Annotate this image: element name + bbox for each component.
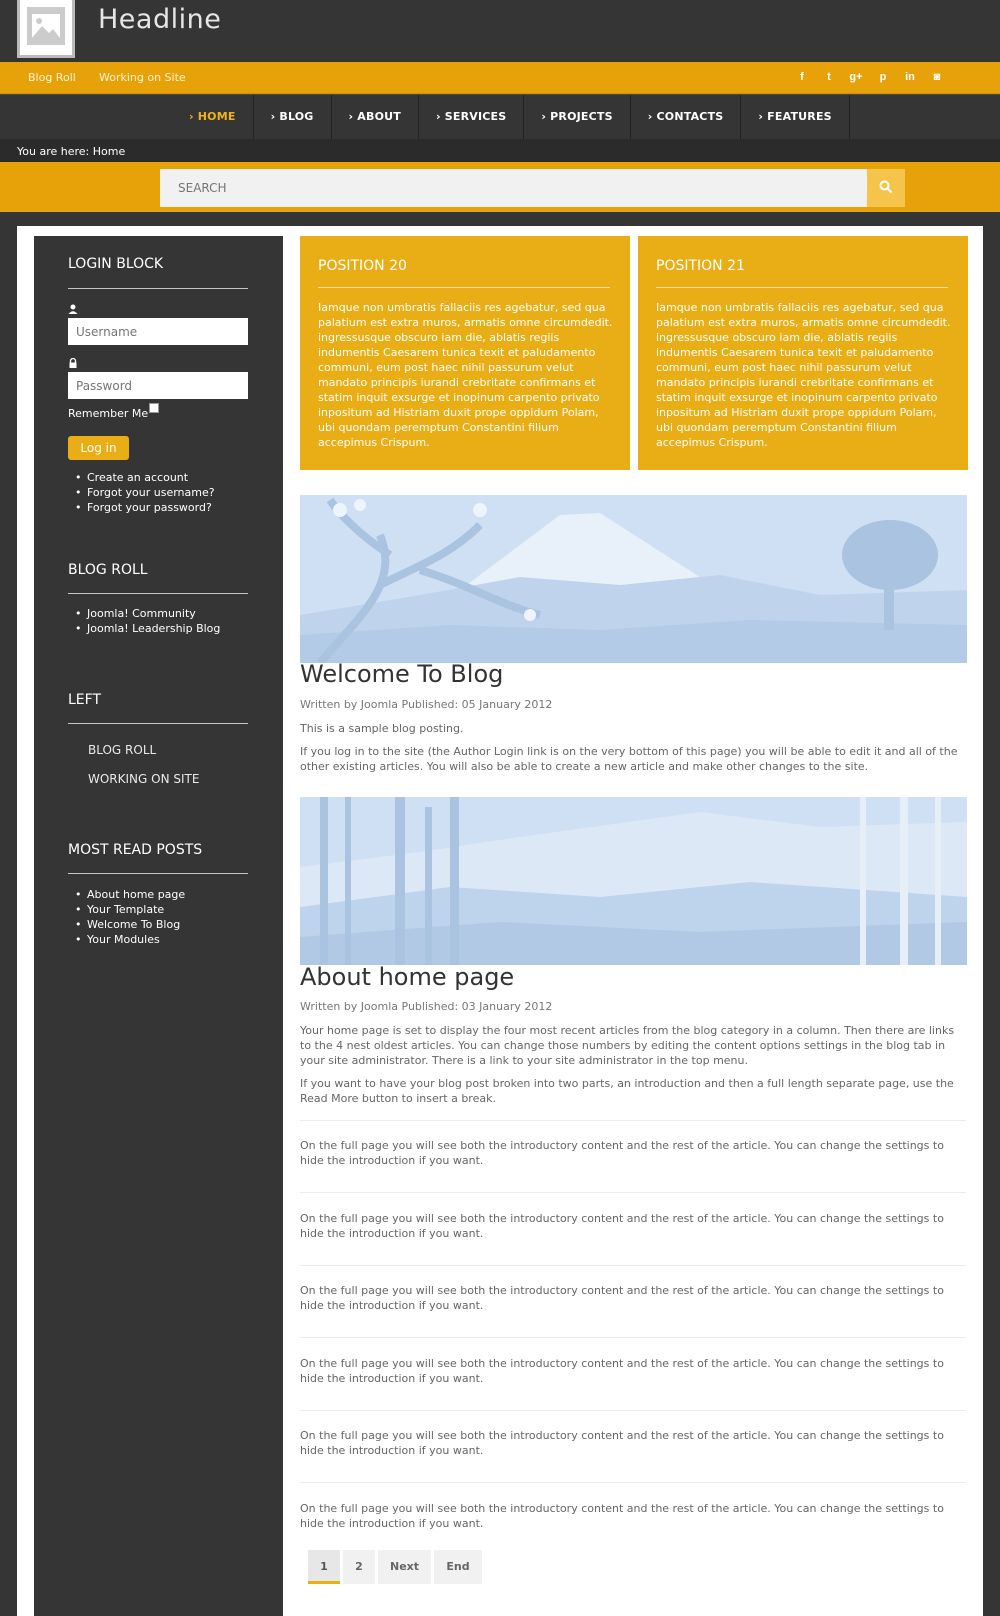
- list-item[interactable]: • Your Template: [68, 902, 185, 917]
- linkedin-icon[interactable]: in: [905, 71, 915, 83]
- password-field[interactable]: [68, 372, 248, 399]
- nav-item-about[interactable]: › ABOUT: [332, 95, 419, 140]
- divider: [300, 1337, 966, 1338]
- image-placeholder-icon: [26, 6, 66, 46]
- remember-me-label: Remember Me: [68, 407, 149, 420]
- left-menu-item-blog-roll[interactable]: BLOG ROLL: [88, 743, 157, 757]
- divider: [300, 1482, 966, 1483]
- intro-item: On the full page you will see both the introductory content and the rest of the article. You can change the settings to hide the introduction if you want.: [300, 1429, 944, 1457]
- nav-item-contacts[interactable]: › CONTACTS: [631, 95, 742, 140]
- nav-item-home[interactable]: › HOME: [172, 95, 254, 140]
- login-button[interactable]: Log in: [68, 436, 129, 460]
- login-links: [68, 470, 215, 515]
- pagination-page-1[interactable]: 1: [308, 1550, 340, 1584]
- search-button[interactable]: [867, 169, 905, 207]
- site-headline[interactable]: Headline: [98, 4, 222, 35]
- search-icon: [879, 180, 893, 194]
- search-input[interactable]: [160, 169, 867, 207]
- breadcrumb-current[interactable]: Home: [92, 145, 126, 158]
- intro-item: On the full page you will see both the introductory content and the rest of the article. You can change the settings to hide the introduction if you want.: [300, 1502, 944, 1530]
- nav-item-services[interactable]: › SERVICES: [419, 95, 524, 140]
- logo[interactable]: [17, 0, 75, 58]
- divider: [68, 873, 248, 874]
- top-bar: [0, 62, 1000, 94]
- list-item[interactable]: • Joomla! Leadership Blog: [68, 621, 220, 636]
- blog-roll-list: [68, 606, 220, 636]
- login-block-title: LOGIN BLOCK: [68, 256, 164, 272]
- sidebar: [34, 236, 283, 1616]
- pagination-end[interactable]: End: [434, 1550, 482, 1584]
- breadcrumb-prefix: You are here:: [17, 145, 90, 158]
- site-header: [0, 0, 1000, 62]
- list-item[interactable]: • About home page: [68, 887, 185, 902]
- divider: [656, 287, 948, 288]
- article-paragraph: Your home page is set to display the four most recent articles from the blog category in a column. Then there are links to the 4 nest oldest articles. You can change those numbers by editing the content options settings in the blog tab in your site administrator. There is a link to your site administrator in the top menu.: [300, 1024, 955, 1067]
- most-read-list: [68, 887, 185, 947]
- most-read-title: MOST READ POSTS: [68, 842, 203, 858]
- article-title[interactable]: Welcome To Blog: [300, 660, 504, 688]
- divider: [300, 1192, 966, 1193]
- pagination-next[interactable]: Next: [378, 1550, 431, 1584]
- pinterest-icon[interactable]: p: [879, 71, 887, 83]
- remember-me-checkbox[interactable]: [149, 403, 159, 413]
- left-menu-item-working-on-site[interactable]: WORKING ON SITE: [88, 772, 200, 786]
- twitter-icon[interactable]: t: [827, 71, 831, 83]
- list-item[interactable]: • Forgot your username?: [68, 485, 215, 500]
- top-link-working-on-site[interactable]: Working on Site: [99, 71, 186, 84]
- google-plus-icon[interactable]: g+: [849, 71, 863, 83]
- intro-item: On the full page you will see both the introductory content and the rest of the article. You can change the settings to hide the introduction if you want.: [300, 1139, 944, 1167]
- divider: [68, 288, 248, 289]
- pagination-page-2[interactable]: 2: [343, 1550, 375, 1584]
- article-image-cherry-blossom[interactable]: [300, 495, 967, 663]
- lock-icon: [68, 358, 78, 368]
- intro-item: On the full page you will see both the introductory content and the rest of the article. You can change the settings to hide the introduction if you want.: [300, 1357, 944, 1385]
- divider: [68, 593, 248, 594]
- blog-roll-title: BLOG ROLL: [68, 562, 148, 578]
- divider: [300, 1265, 966, 1266]
- position-20-box: [300, 236, 630, 470]
- list-item[interactable]: • Forgot your password?: [68, 500, 215, 515]
- intro-item: On the full page you will see both the introductory content and the rest of the article. You can change the settings to hide the introduction if you want.: [300, 1212, 944, 1240]
- nav-item-features[interactable]: › FEATURES: [741, 95, 849, 140]
- divider: [68, 723, 248, 724]
- article-title[interactable]: About home page: [300, 963, 515, 991]
- search-bar: [0, 162, 1000, 212]
- intro-item: On the full page you will see both the introductory content and the rest of the article. You can change the settings to hide the introduction if you want.: [300, 1284, 944, 1312]
- nav-item-projects[interactable]: › PROJECTS: [524, 95, 630, 140]
- article-meta: Written by Joomla Published: 03 January 2012: [300, 1000, 553, 1013]
- list-item[interactable]: • Joomla! Community: [68, 606, 220, 621]
- position-text: Iamque non umbratis fallaciis res agebatur, sed qua palatium est extra muros, armatis omne circumdedit. ingressusque obscuro iam die, ablatis regiis indumentis Caesarem tunica texit et paludamento communi, eum post haec nihil passurum velut mandato principis iurandi crebritate confirmans et statim inquit exsurge et inopinum carpento privato inpositum ad Histriam duxit prope oppidum Polam, ubi quondam peremptum Constantini filium accepimus Crispum.: [318, 301, 613, 449]
- landscape-illustration: [300, 797, 967, 965]
- article-paragraph: This is a sample blog posting.: [300, 722, 464, 735]
- left-menu-title: LEFT: [68, 692, 102, 708]
- user-icon: [68, 304, 78, 314]
- facebook-icon[interactable]: f: [800, 71, 804, 83]
- instagram-icon[interactable]: ◙: [933, 71, 941, 83]
- position-21-box: [638, 236, 968, 470]
- article-paragraph: If you log in to the site (the Author Login link is on the very bottom of this page) you will be able to edit it and all of the other existing articles. You will also be able to create a new article and make other changes to the site.: [300, 745, 958, 773]
- divider: [300, 1410, 966, 1411]
- list-item[interactable]: • Welcome To Blog: [68, 917, 185, 932]
- breadcrumb: [0, 139, 1000, 162]
- position-title: POSITION 21: [656, 258, 745, 274]
- position-text: Iamque non umbratis fallaciis res agebatur, sed qua palatium est extra muros, armatis omne circumdedit. ingressusque obscuro iam die, ablatis regiis indumentis Caesarem tunica texit et paludamento communi, eum post haec nihil passurum velut mandato principis iurandi crebritate confirmans et statim inquit exsurge et inopinum carpento privato inpositum ad Histriam duxit prope oppidum Polam, ubi quondam peremptum Constantini filium accepimus Crispum.: [656, 301, 951, 449]
- top-link-blog-roll[interactable]: Blog Roll: [28, 71, 76, 84]
- username-field[interactable]: [68, 318, 248, 345]
- article-image-bamboo[interactable]: [300, 797, 967, 965]
- article-paragraph: If you want to have your blog post broken into two parts, an introduction and then a full length separate page, use the Read More button to insert a break.: [300, 1077, 954, 1105]
- social-links: [795, 69, 944, 87]
- position-title: POSITION 20: [318, 258, 407, 274]
- main-navigation: [0, 94, 1000, 139]
- divider: [318, 287, 610, 288]
- article-meta: Written by Joomla Published: 05 January 2012: [300, 698, 553, 711]
- nav-item-blog[interactable]: › BLOG: [254, 95, 332, 140]
- divider: [300, 1120, 966, 1121]
- landscape-illustration: [300, 495, 967, 663]
- list-item[interactable]: • Your Modules: [68, 932, 185, 947]
- list-item[interactable]: • Create an account: [68, 470, 215, 485]
